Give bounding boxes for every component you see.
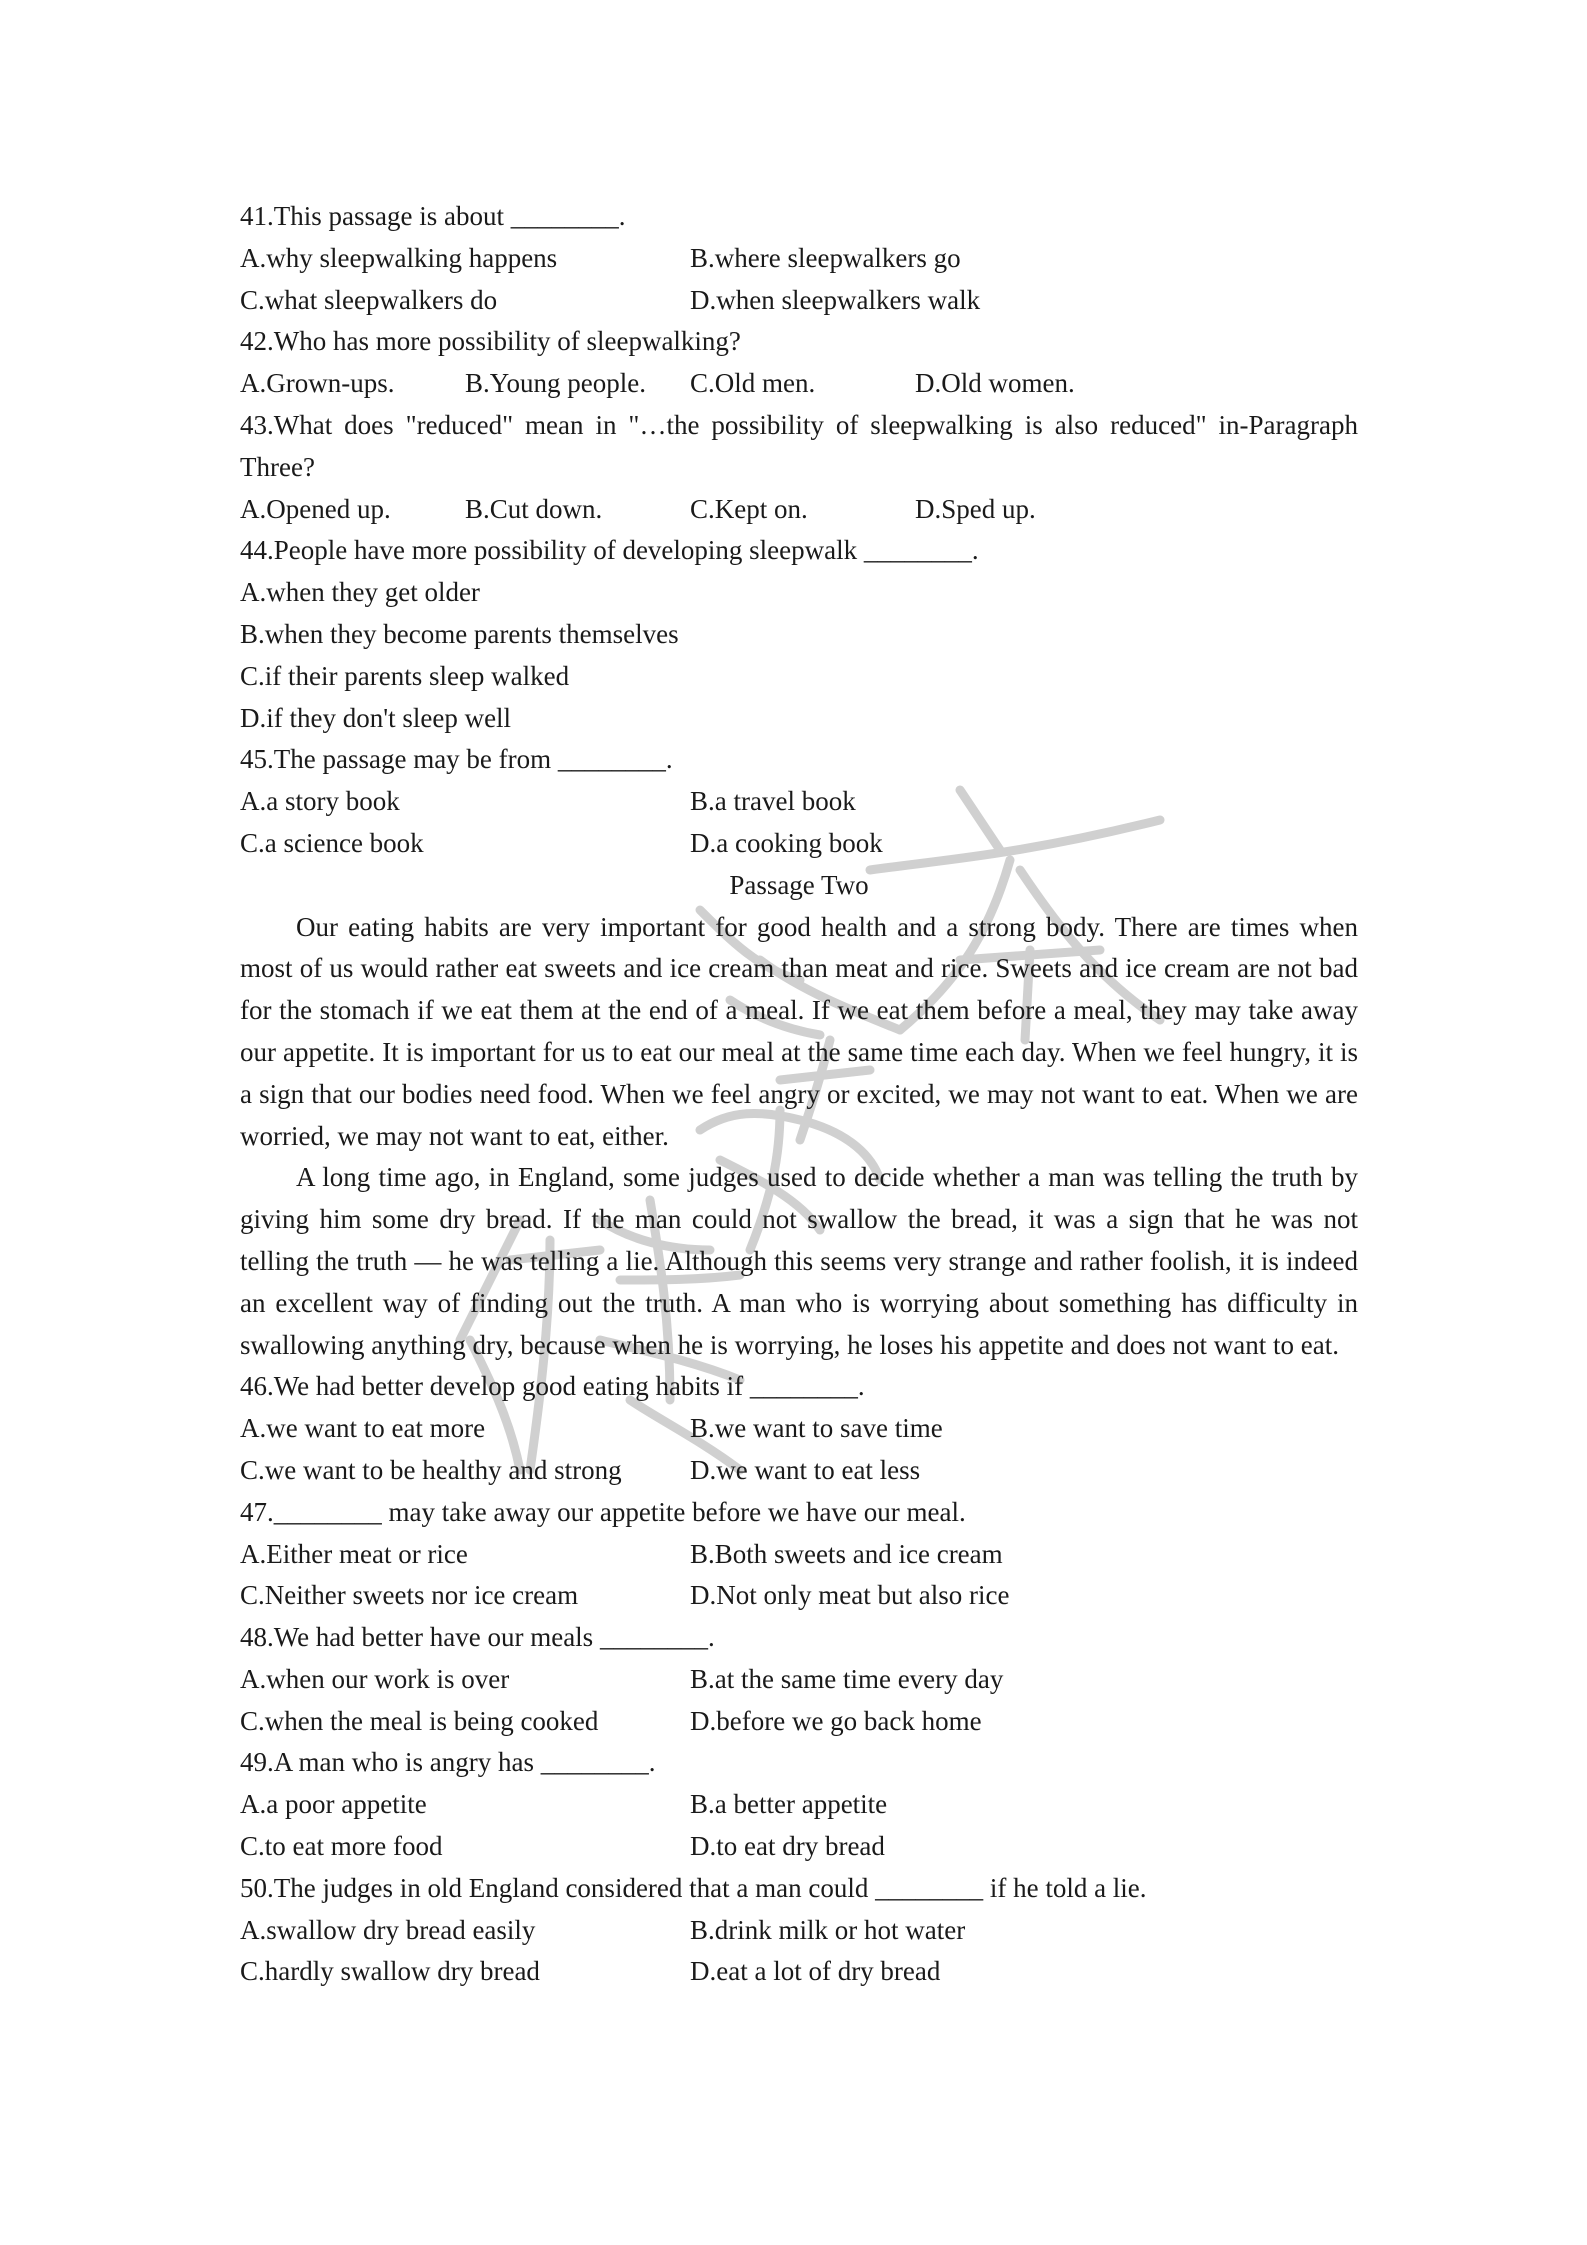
option-46-b: B.we want to save time <box>690 1413 943 1444</box>
option-42-c: C.Old men. <box>690 368 816 399</box>
question-50-options-row2 <box>240 1951 1358 1993</box>
option-42-b: B.Young people. <box>465 368 647 399</box>
option-43-d: D.Sped up. <box>915 493 1036 524</box>
question-48-options-row1 <box>240 1659 1358 1701</box>
option-45-c: C.a science book <box>240 827 424 858</box>
question-49-options-row1 <box>240 1784 1358 1826</box>
option-49-c: C.to eat more food <box>240 1831 443 1862</box>
question-45-stem: 45.The passage may be from ________. <box>240 744 673 775</box>
exam-content <box>240 196 1358 1993</box>
question-43-stem-line1: 43.What does "reduced" mean in "…the possibility of sleepwalking is also reduced" in-Paragraph <box>240 409 1358 440</box>
question-49-options-row2 <box>240 1826 1358 1868</box>
question-41-options-row2 <box>240 280 1358 322</box>
question-49-stem: 49.A man who is angry has ________. <box>240 1747 656 1778</box>
question-45-options-row1 <box>240 781 1358 823</box>
option-44-b: B.when they become parents themselves <box>240 618 679 649</box>
option-44-a: A.when they get older <box>240 577 480 608</box>
option-46-a: A.we want to eat more <box>240 1413 486 1444</box>
option-41-d: D.when sleepwalkers walk <box>690 284 981 315</box>
option-41-a: A.why sleepwalking happens <box>240 242 558 273</box>
option-50-a: A.swallow dry bread easily <box>240 1914 536 1945</box>
question-44-stem: 44.People have more possibility of developing sleepwalk ________. <box>240 535 979 566</box>
question-47-stem: 47.________ may take away our appetite before we have our meal. <box>240 1496 966 1527</box>
question-43-stem-line2: Three? <box>240 451 315 482</box>
option-43-c: C.Kept on. <box>690 493 808 524</box>
option-48-b: B.at the same time every day <box>690 1663 1004 1694</box>
question-47-options-row2 <box>240 1575 1358 1617</box>
passage-two-paragraph-2: A long time ago, in England, some judges used to decide whether a man was telling the truth by giving him some dry bread. If the man could not swallow the bread, it was a sign that he was not telling the truth — he was telling a lie. Although this seems very strange and rather foolish, it is indeed an excellent way of finding out the truth. A man who is worrying about something has difficulty in swallowing anything dry, because when he is worrying, he loses his appetite and does not want to eat. <box>240 1162 1358 1360</box>
option-48-a: A.when our work is over <box>240 1663 510 1694</box>
question-47-options-row1 <box>240 1534 1358 1576</box>
option-45-a: A.a story book <box>240 786 400 817</box>
option-47-c: C.Neither sweets nor ice cream <box>240 1580 579 1611</box>
question-42-stem: 42.Who has more possibility of sleepwalking? <box>240 326 741 357</box>
option-48-d: D.before we go back home <box>690 1705 982 1736</box>
question-46-options-row1 <box>240 1408 1358 1450</box>
option-42-d: D.Old women. <box>915 368 1075 399</box>
question-46-options-row2 <box>240 1450 1358 1492</box>
option-49-d: D.to eat dry bread <box>690 1831 885 1862</box>
option-46-d: D.we want to eat less <box>690 1454 921 1485</box>
option-43-b: B.Cut down. <box>465 493 603 524</box>
option-44-c: C.if their parents sleep walked <box>240 660 570 691</box>
option-47-b: B.Both sweets and ice cream <box>690 1538 1003 1569</box>
option-50-c: C.hardly swallow dry bread <box>240 1956 540 1987</box>
option-47-a: A.Either meat or rice <box>240 1538 468 1569</box>
question-50-stem: 50.The judges in old England considered that a man could ________ if he told a lie. <box>240 1872 1147 1903</box>
question-46-stem: 46.We had better develop good eating habits if ________. <box>240 1371 865 1402</box>
option-46-c: C.we want to be healthy and strong <box>240 1454 622 1485</box>
option-48-c: C.when the meal is being cooked <box>240 1705 599 1736</box>
passage-two-paragraph-1: Our eating habits are very important for good health and a strong body. There are times when most of us would rather eat sweets and ice cream than meat and rice. Sweets and ice cream are not bad for the stomach if we eat them at the end of a meal. If we eat them before a meal, they may take away our appetite. It is important for us to eat our meal at the same time each day. When we feel hungry, it is a sign that our bodies need food. When we feel angry or excited, we may not want to eat. When we are worried, we may not want to eat, either. <box>240 911 1358 1151</box>
option-47-d: D.Not only meat but also rice <box>690 1580 1010 1611</box>
option-43-a: A.Opened up. <box>240 493 391 524</box>
question-43-options <box>240 489 1358 531</box>
question-42-options <box>240 363 1358 405</box>
option-44-d: D.if they don't sleep well <box>240 702 512 733</box>
option-41-c: C.what sleepwalkers do <box>240 284 498 315</box>
option-49-a: A.a poor appetite <box>240 1789 427 1820</box>
question-50-options-row1 <box>240 1910 1358 1952</box>
question-48-stem: 48.We had better have our meals ________. <box>240 1622 715 1653</box>
option-49-b: B.a better appetite <box>690 1789 888 1820</box>
option-41-b: B.where sleepwalkers go <box>690 242 961 273</box>
option-45-b: B.a travel book <box>690 786 856 817</box>
question-41-options-row1 <box>240 238 1358 280</box>
passage-two-title: Passage Two <box>729 869 869 900</box>
question-45-options-row2 <box>240 823 1358 865</box>
option-50-b: B.drink milk or hot water <box>690 1914 966 1945</box>
option-50-d: D.eat a lot of dry bread <box>690 1956 941 1987</box>
question-41-stem: 41.This passage is about ________. <box>240 201 626 231</box>
question-48-options-row2 <box>240 1701 1358 1743</box>
option-45-d: D.a cooking book <box>690 827 883 858</box>
option-42-a: A.Grown-ups. <box>240 368 395 399</box>
